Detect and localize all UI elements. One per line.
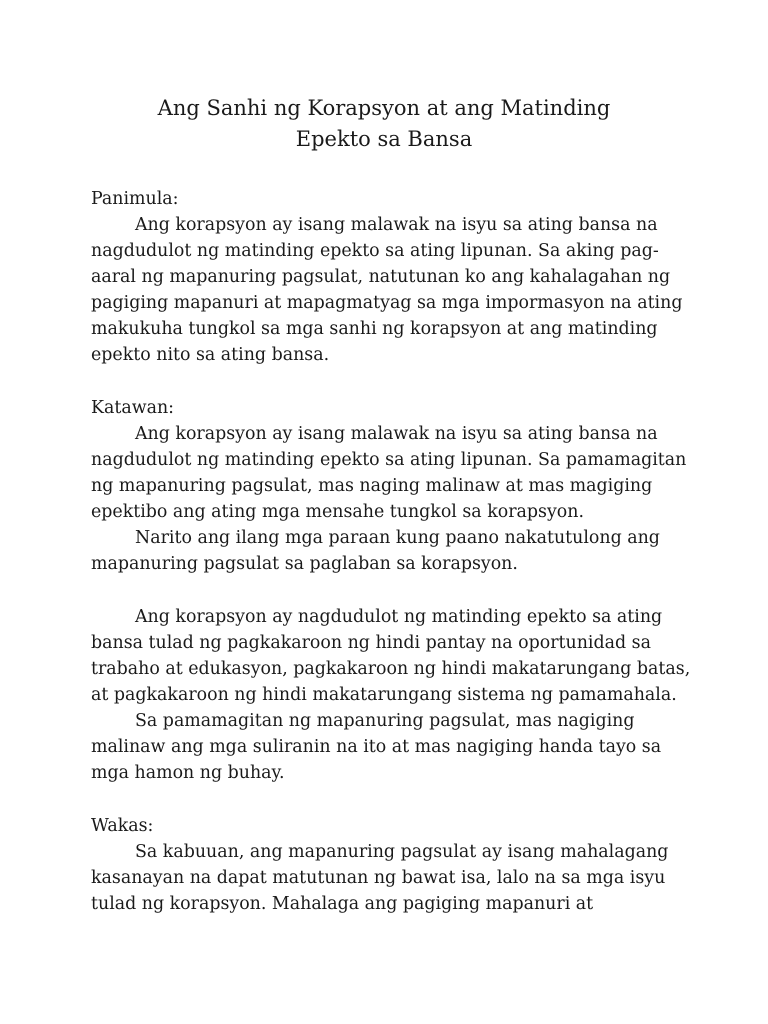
text-line: Ang korapsyon ay isang malawak na isyu sa ating bansa na [135,215,658,235]
text-line: nagdudulot ng matinding epekto sa ating lipunan. Sa pamamagitan [91,450,687,470]
text-line: Narito ang ilang mga paraan kung paano nakatutulong ang [135,528,660,548]
document-title-line-1: Ang Sanhi ng Korapsyon at ang Matinding [157,96,611,120]
text-line: epekto nito sa ating bansa. [91,345,330,365]
section-heading-panimula: Panimula: [91,189,179,209]
text-line: Sa pamamagitan ng mapanuring pagsulat, mas nagiging [135,711,635,731]
text-line: Sa kabuuan, ang mapanuring pagsulat ay isang mahalagang [135,842,669,862]
text-line: malinaw ang mga suliranin na ito at mas nagiging handa tayo sa [91,737,662,757]
document-title-line-2: Epekto sa Bansa [295,127,473,151]
section-heading-katawan: Katawan: [91,398,175,418]
text-line: nagdudulot ng matinding epekto sa ating lipunan. Sa aking pag- [91,241,659,261]
text-line: tulad ng korapsyon. Mahalaga ang pagiging mapanuri at [91,894,594,914]
text-line: mga hamon ng buhay. [91,763,285,783]
text-line: makukuha tungkol sa mga sanhi ng korapsyon at ang matinding [91,319,658,339]
text-line: trabaho at edukasyon, pagkakaroon ng hindi makatarungang batas, [91,659,691,679]
section-heading-wakas: Wakas: [91,816,154,836]
text-line: kasanayan na dapat matutunan ng bawat isa, lalo na sa mga isyu [91,868,666,888]
text-line: at pagkakaroon ng hindi makatarungang sistema ng pamamahala. [91,685,677,705]
text-line: pagiging mapanuri at mapagmatyag sa mga impormasyon na ating [91,293,683,313]
text-line: Ang korapsyon ay nagdudulot ng matinding epekto sa ating [135,607,663,627]
text-line: mapanuring pagsulat sa paglaban sa korapsyon. [91,554,518,574]
text-line: aaral ng mapanuring pagsulat, natutunan ko ang kahalagahan ng [91,267,671,287]
text-line: Ang korapsyon ay isang malawak na isyu sa ating bansa na [135,424,658,444]
text-line: bansa tulad ng pagkakaroon ng hindi pantay na oportunidad sa [91,633,651,653]
text-line: epektibo ang ating mga mensahe tungkol sa korapsyon. [91,502,584,522]
text-line: ng mapanuring pagsulat, mas naging malinaw at mas magiging [91,476,653,496]
